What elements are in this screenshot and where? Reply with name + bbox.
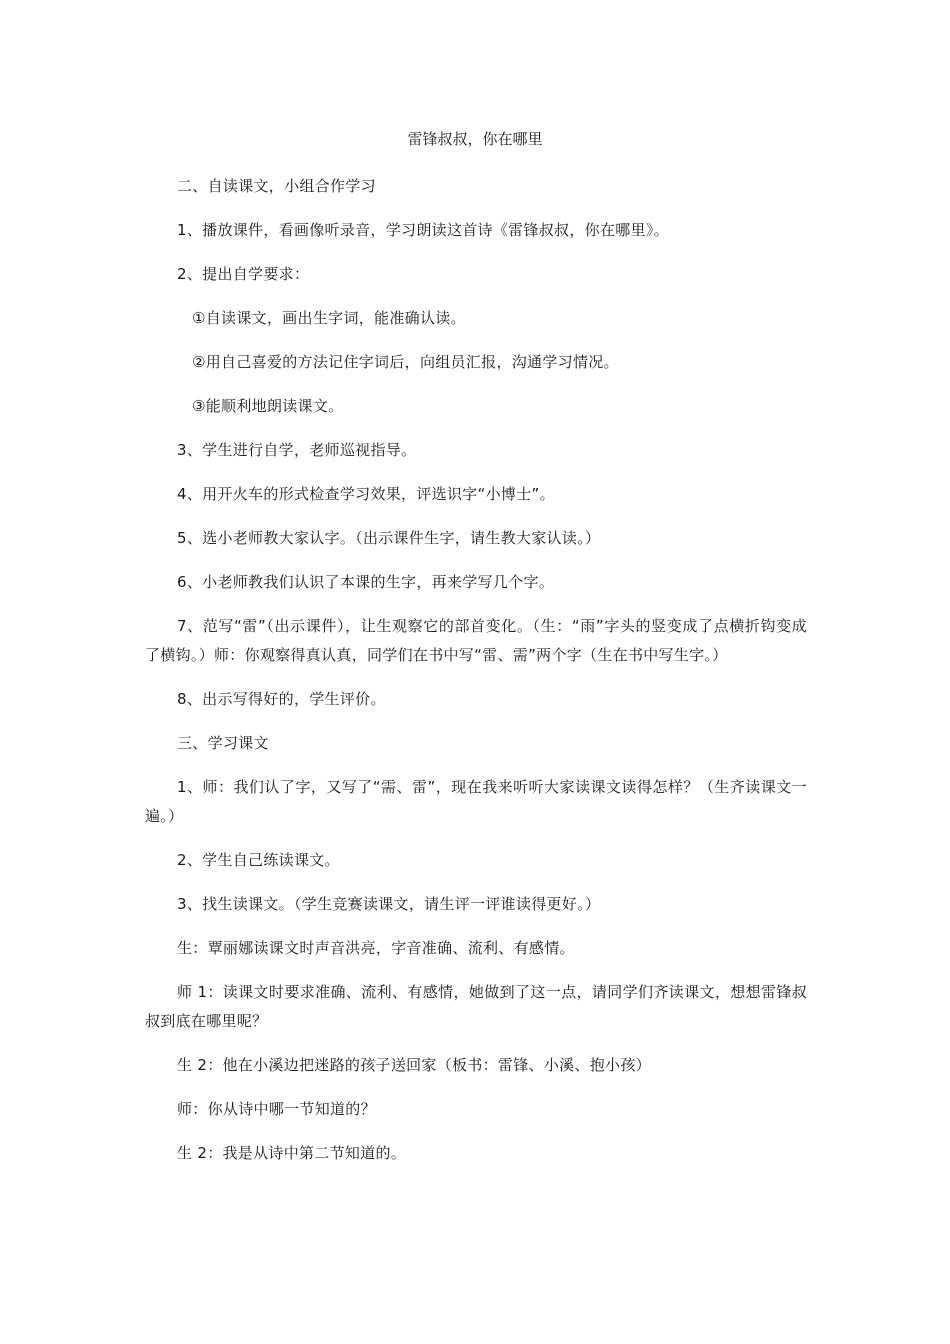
paragraph: 1、师：我们认了字，又写了“需、雷”，现在我来听听大家读课文读得怎样？（生齐读课文一遍。） xyxy=(145,778,807,825)
sub-item: ③能顺利地朗读课文。 xyxy=(192,397,344,415)
paragraph: 5、选小老师教大家认字。（出示课件生字，请生教大家认读。） xyxy=(177,529,601,547)
sub-item: ①自读课文，画出生字词，能准确认读。 xyxy=(192,309,466,327)
paragraph: 2、学生自己练读课文。 xyxy=(177,851,340,869)
paragraph: 3、学生进行自学，老师巡视指导。 xyxy=(177,441,417,459)
paragraph: 4、用开火车的形式检查学习效果，评选识字“小博士”。 xyxy=(177,485,555,503)
sub-item: ②用自己喜爱的方法记住字词后，向组员汇报，沟通学习情况。 xyxy=(192,353,619,371)
paragraph: 6、小老师教我们认识了本课的生字，再来学写几个字。 xyxy=(177,573,555,591)
paragraph: 生 2：他在小溪边把迷路的孩子送回家（板书：雷锋、小溪、抱小孩） xyxy=(177,1056,651,1074)
paragraph: 1、播放课件，看画像听录音，学习朗读这首诗《雷锋叔叔，你在哪里》。 xyxy=(177,221,669,239)
section-heading: 三、学习课文 xyxy=(177,734,269,752)
paragraph: 8、出示写得好的，学生评价。 xyxy=(177,690,386,708)
paragraph: 3、找生读课文。（学生竞赛读课文，请生评一评谁读得更好。） xyxy=(177,895,601,913)
section-heading: 二、自读课文，小组合作学习 xyxy=(177,177,376,195)
paragraph: 师：你从诗中哪一节知道的？ xyxy=(177,1100,376,1118)
document-body xyxy=(145,172,807,1183)
paragraph: 2、提出自学要求： xyxy=(177,265,310,283)
paragraph: 师 1：读课文时要求准确、流利、有感情，她做到了这一点，请同学们齐读课文，想想雷锋叔叔到底在哪里呢？ xyxy=(145,983,807,1030)
paragraph: 生 2：我是从诗中第二节知道的。 xyxy=(177,1144,407,1162)
paragraph: 7、范写“雷”（出示课件），让生观察它的部首变化。（生：“雨”字头的竖变成了点横折钩变成了横钩。）师：你观察得真认真，同学们在书中写“雷、需”两个字（生在书中写生字。） xyxy=(145,617,807,664)
paragraph: 生：覃丽娜读课文时声音洪亮，字音准确、流利、有感情。 xyxy=(177,939,575,957)
document-title: 雷锋叔叔，你在哪里 xyxy=(407,130,543,148)
